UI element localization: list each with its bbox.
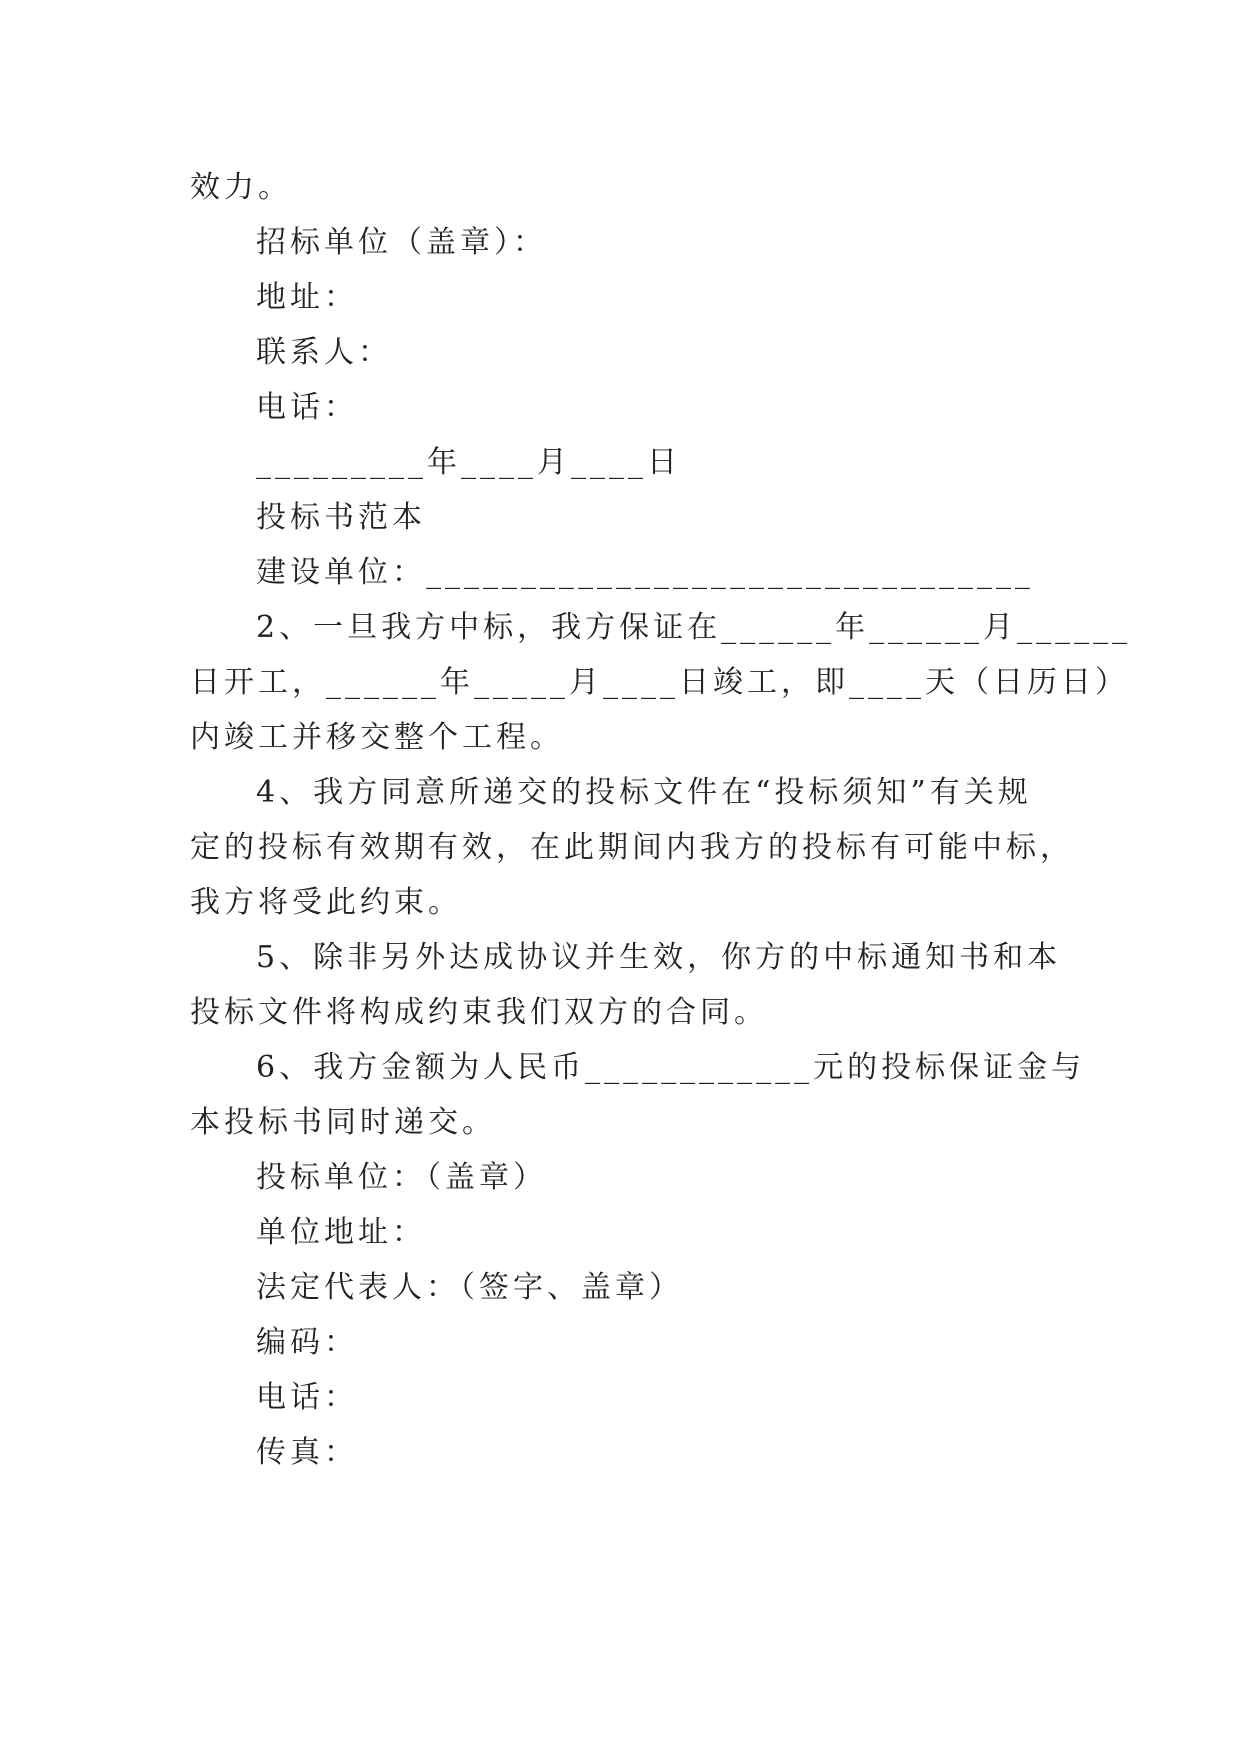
- text-line: 2、一旦我方中标，我方保证在______年______月______: [256, 610, 1132, 645]
- text-line: 法定代表人：（签字、盖章）: [256, 1270, 683, 1305]
- text-line: 地址：: [256, 280, 358, 315]
- text-line: 日开工，______年_____月____日竣工，即____天（日历日）: [190, 665, 1129, 700]
- text-line: 内竣工并移交整个工程。: [190, 720, 564, 755]
- text-line: 效力。: [190, 170, 292, 205]
- text-line: 定的投标有效期有效，在此期间内我方的投标有可能中标，: [190, 830, 1074, 865]
- text-line: 电话：: [256, 1380, 358, 1415]
- text-line: 单位地址：: [256, 1215, 426, 1250]
- text-line: 6、我方金额为人民币____________元的投标保证金与: [256, 1050, 1086, 1085]
- text-line: 联系人：: [256, 335, 392, 370]
- text-line: 投标单位：（盖章）: [256, 1160, 547, 1195]
- text-line: 传真：: [256, 1435, 358, 1470]
- text-line: 4、我方同意所递交的投标文件在“投标须知”有关规: [256, 775, 1032, 810]
- text-line: 投标文件将构成约束我们双方的合同。: [190, 995, 768, 1030]
- text-line: 招标单位（盖章）：: [256, 225, 547, 260]
- text-line: 我方将受此约束。: [190, 885, 462, 920]
- date-line: _________年____月____日: [256, 445, 681, 480]
- text-line: 编码：: [256, 1325, 358, 1360]
- text-line: 本投标书同时递交。: [190, 1105, 496, 1140]
- text-line: 5、除非另外达成协议并生效，你方的中标通知书和本: [256, 940, 1062, 975]
- text-line: 建设单位：________________________________: [256, 555, 1034, 590]
- section-heading: 投标书范本: [256, 500, 426, 535]
- text-line: 电话：: [256, 390, 358, 425]
